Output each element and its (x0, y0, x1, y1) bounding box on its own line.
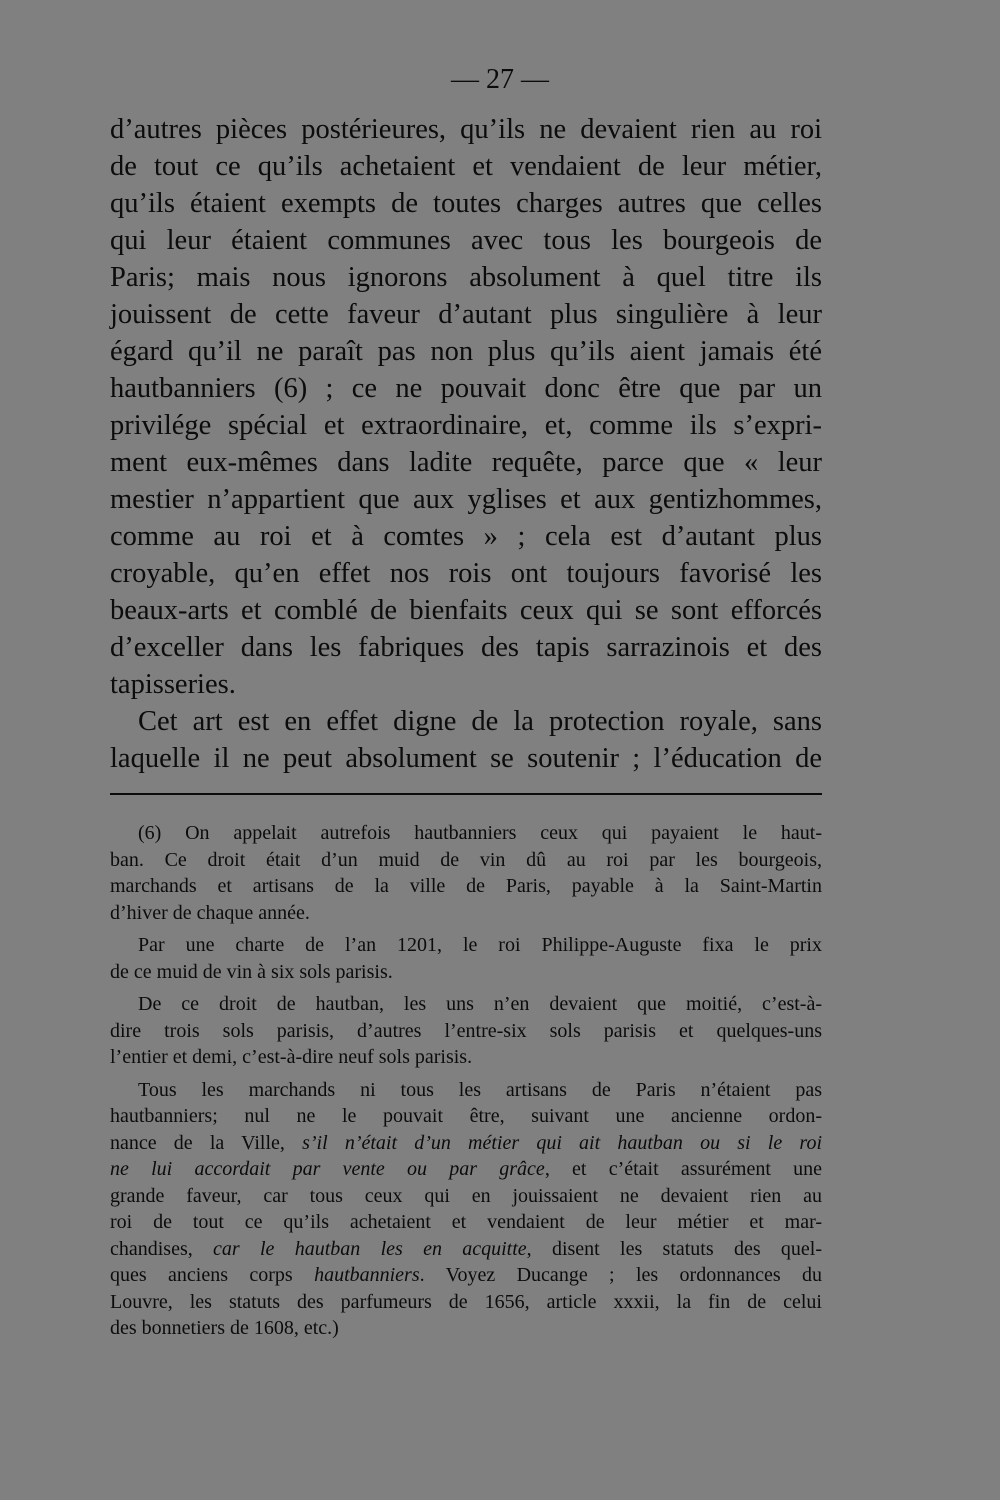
footnote-divider (110, 793, 822, 795)
text-line: croyable, qu’en effet nos rois ont toujours favorisé les (110, 558, 822, 589)
footnote-line: ban. Ce droit était d’un muid de vin dû au roi par les bourgeois, (110, 848, 822, 871)
footnote-line: Tous les marchands ni tous les artisans de Paris n’étaient pas (138, 1078, 822, 1101)
text-line: ment eux-mêmes dans ladite requête, parce que « leur (110, 447, 822, 478)
footnote-text: nance de la Ville, (110, 1131, 303, 1154)
text-line: hautbanniers (6) ; ce ne pouvait donc être que par un (110, 373, 822, 404)
footnote-line (110, 1130, 822, 1157)
text-line: privilége spécial et extraordinaire, et, comme ils s’expri- (110, 410, 822, 441)
footnote-line (110, 1262, 822, 1289)
text-line: égard qu’il ne paraît pas non plus qu’ils aient jamais été (110, 336, 822, 367)
footnote-quote: ne lui accordait par vente ou par grâce (110, 1158, 545, 1180)
footnote-line: (6) On appelait autrefois hautbanniers ceux qui payaient le haut- (138, 822, 822, 844)
footnote-line: grande faveur, car tous ceux qui en jouissaient ne devaient rien au (110, 1184, 822, 1207)
text-line: jouissent de cette faveur d’autant plus singulière à leur (110, 299, 822, 330)
page-number: — 27 — (451, 64, 549, 95)
footnote-line (110, 1156, 822, 1183)
footnote-line: dire trois sols parisis, d’autres l’entre-six sols parisis et quelques-uns (110, 1019, 822, 1042)
text-line: qu’ils étaient exempts de toutes charges autres que celles (110, 188, 822, 219)
text-line: mestier n’appartient que aux yglises et aux gentizhommes, (110, 484, 822, 515)
text-line: d’exceller dans les fabriques des tapis sarrazinois et des (110, 632, 822, 663)
footnote-text: ques anciens corps (110, 1264, 315, 1286)
text-line: Cet art est en effet digne de la protection royale, sans (138, 706, 822, 737)
footnote-line: De ce droit de hautban, les uns n’en devaient que moitié, c’est-à- (138, 993, 822, 1015)
footnote-line: des bonnetiers de 1608, etc.) (110, 1317, 339, 1339)
text-line: tapisseries. (110, 669, 236, 700)
footnote-line: de ce muid de vin à six sols parisis. (110, 960, 393, 983)
footnote-line: Par une charte de l’an 1201, le roi Philippe-Auguste fixa le prix (138, 934, 822, 956)
footnote-text: , disent les statuts des quel- (526, 1237, 822, 1260)
text-line: comme au roi et à comtes » ; cela est d’autant plus (110, 521, 822, 552)
text-line: Paris; mais nous ignorons absolument à quel titre ils (110, 262, 822, 293)
footnote-text: chandises, (110, 1237, 214, 1260)
text-line: de tout ce qu’ils achetaient et vendaient de leur métier, (110, 151, 822, 182)
footnotes (110, 820, 822, 1342)
footnote-line: roi de tout ce qu’ils achetaient et vendaient de leur métier et mar- (110, 1211, 822, 1233)
footnote-quote: hautbanniers (314, 1264, 420, 1286)
main-text (110, 111, 822, 777)
footnote-text: . Voyez Ducange ; les ordonnances du (419, 1264, 823, 1286)
footnote-line: l’entier et demi, c’est-à-dire neuf sols parisis. (110, 1046, 473, 1068)
footnote-line: hautbanniers; nul ne le pouvait être, suivant une ancienne ordon- (110, 1105, 822, 1127)
footnote-text: , et c’était assurément une (544, 1158, 822, 1180)
footnote-quote: car le hautban les en acquitte (213, 1237, 527, 1260)
footnote-line (110, 1236, 822, 1263)
text-line: d’autres pièces postérieures, qu’ils ne devaient rien au roi (110, 114, 822, 145)
footnote-line: d’hiver de chaque année. (110, 901, 310, 924)
text-line: beaux-arts et comblé de bienfaits ceux qui se sont efforcés (110, 595, 822, 626)
text-line: laquelle il ne peut absolument se soutenir ; l’éducation de (110, 743, 822, 774)
footnote-line: marchands et artisans de la ville de Paris, payable à la Saint-Martin (110, 875, 822, 897)
footnote-quote: s’il n’était d’un métier qui ait hautban ou si le roi (302, 1131, 822, 1154)
footnote-line: Louvre, les statuts des parfumeurs de 1656, article xxxii, la fin de celui (110, 1290, 822, 1313)
text-line: qui leur étaient communes avec tous les bourgeois de (110, 225, 822, 256)
